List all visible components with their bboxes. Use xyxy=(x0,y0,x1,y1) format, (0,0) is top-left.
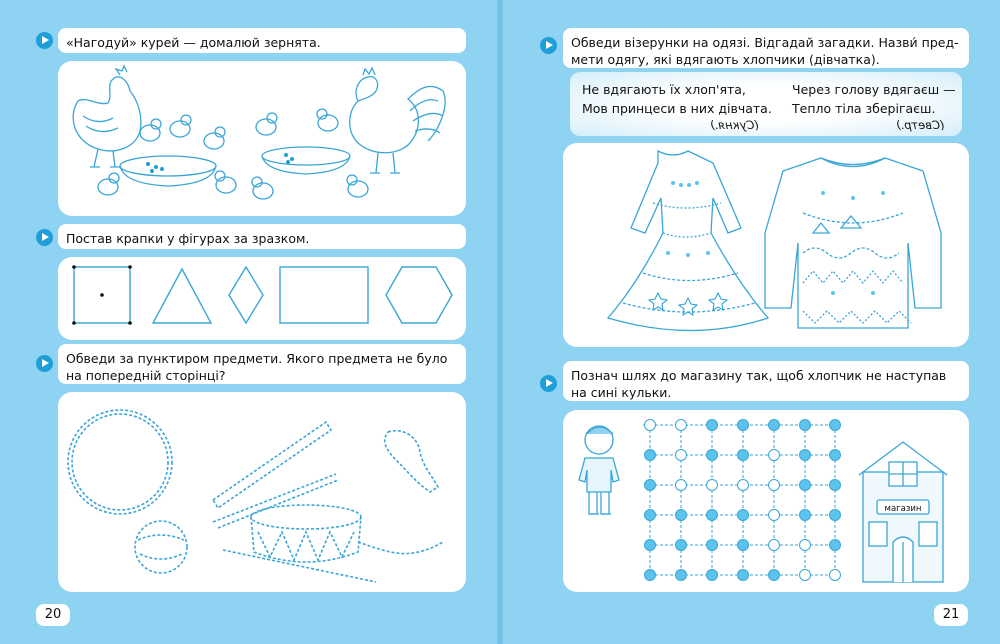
riddle-line: Через голову вдягаєш — xyxy=(792,82,956,97)
riddle-line: Не вдягають їх хлоп'ята, xyxy=(582,82,746,97)
maze-drawing xyxy=(563,410,969,592)
clothes-drawing xyxy=(563,143,969,347)
skittle-shape xyxy=(385,431,438,492)
play-icon[interactable] xyxy=(540,375,557,392)
drum-shape xyxy=(251,505,361,529)
task-text-line: Обведи за пунктиром предмети. Якого предмета не було xyxy=(66,351,448,366)
maze-grid xyxy=(643,425,835,575)
riddle-dress xyxy=(582,80,772,118)
task-text-line: мети одягу, які вдягають хлопчики (дівчатка). xyxy=(571,52,880,67)
hoop-shape xyxy=(68,410,172,514)
play-icon[interactable] xyxy=(36,355,53,372)
riddle-sweater xyxy=(792,80,956,118)
play-icon[interactable] xyxy=(36,229,53,246)
shapes-drawing xyxy=(58,257,466,340)
task-text-line: Обведи візерунки на одязі. Відгадай загадки. Назви́ пред- xyxy=(571,35,959,50)
task-text-line: на попередній сторінці? xyxy=(66,368,226,383)
task-feed-hens: «Нагодуй» курей — домалюй зернята. xyxy=(58,28,466,53)
task-path-to-shop xyxy=(563,361,969,401)
page-number-left: 20 xyxy=(36,604,70,626)
dress-shape xyxy=(608,151,768,331)
rectangle-shape xyxy=(280,267,368,323)
flute-shape xyxy=(213,422,331,508)
shapes-box xyxy=(58,257,466,340)
hens-and-chicks-drawing xyxy=(58,61,466,216)
play-icon[interactable] xyxy=(540,37,557,54)
task-text-line: Познач шлях до магазину так, щоб хлопчик не наступав xyxy=(571,368,947,383)
hens-illustration-box xyxy=(58,61,466,216)
book-spine xyxy=(497,0,503,644)
rhombus-shape xyxy=(229,267,263,323)
maze-box xyxy=(563,410,969,592)
riddle-answer-dress: (Сукня.) xyxy=(710,118,759,132)
riddles-panel xyxy=(570,72,962,136)
play-icon[interactable] xyxy=(36,32,53,49)
sweater-shape xyxy=(765,158,941,328)
trace-objects-drawing xyxy=(58,392,466,592)
riddle-answer-sweater: (Светр.) xyxy=(896,118,945,132)
task-place-dots: Постав крапки у фігурах за зразком. xyxy=(58,224,466,249)
riddle-line: Мов принцеси в них дівчата. xyxy=(582,101,772,116)
ball-shape xyxy=(135,521,187,573)
boy-figure xyxy=(579,426,619,514)
task-text-line: на сині кульки. xyxy=(571,385,672,400)
stick-shape xyxy=(223,550,376,582)
triangle-shape xyxy=(153,269,211,323)
task-trace-patterns xyxy=(563,28,969,68)
riddle-line: Тепло тіла зберігаєш. xyxy=(792,101,936,116)
hexagon-shape xyxy=(386,267,452,323)
shop-sign: магазин xyxy=(884,504,922,514)
task-trace-objects xyxy=(58,344,466,384)
drumstick-shape xyxy=(213,474,338,528)
page-number-right: 21 xyxy=(934,604,968,626)
clothes-box xyxy=(563,143,969,347)
trace-objects-box xyxy=(58,392,466,592)
